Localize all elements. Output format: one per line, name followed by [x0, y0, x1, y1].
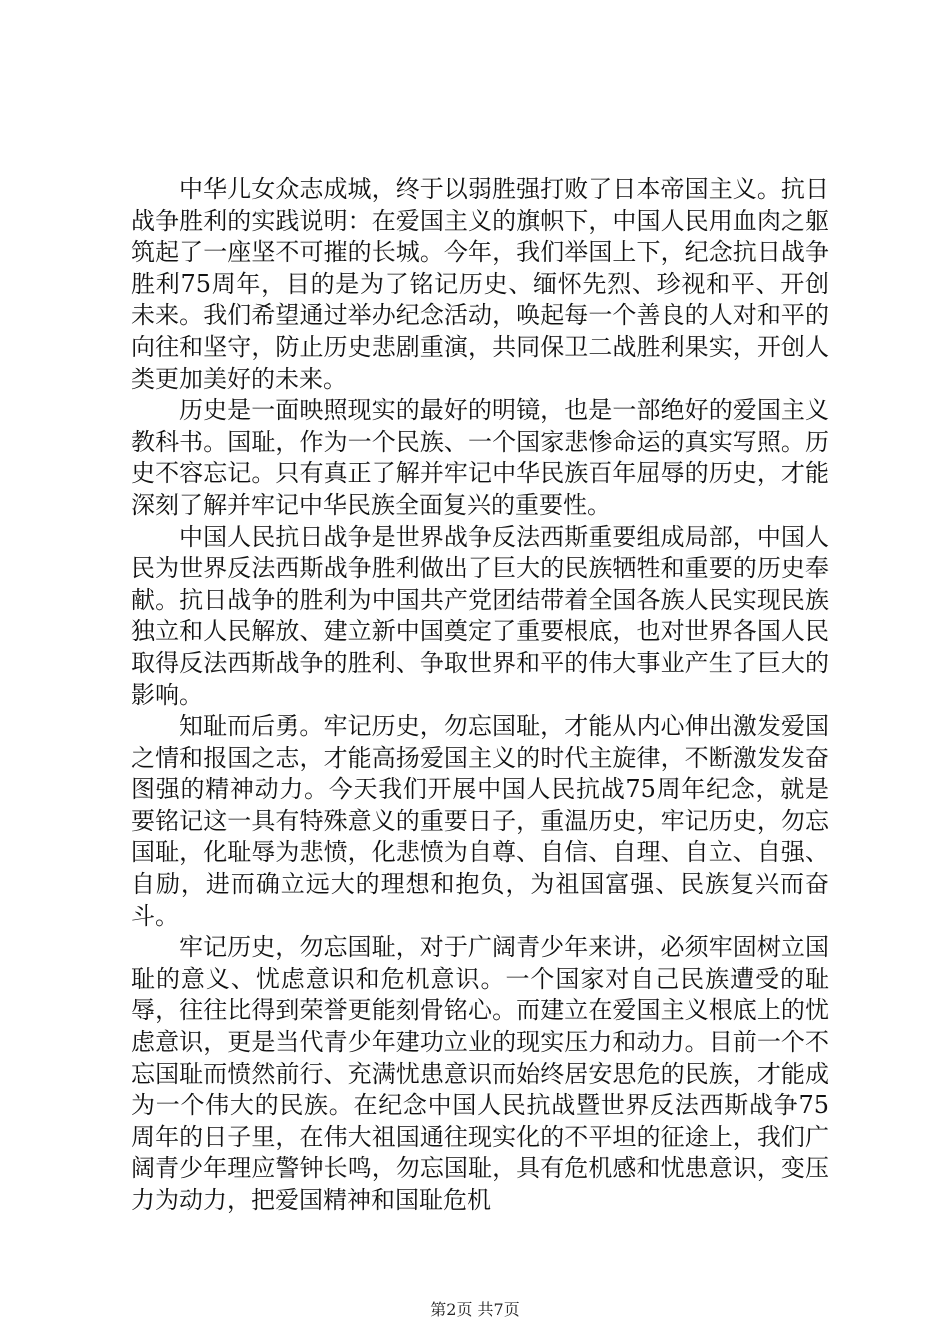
paragraph-5: 牢记历史，勿忘国耻，对于广阔青少年来讲，必须牢固树立国耻的意义、忧虑意识和危机意识。一个国家对自己民族遭受的耻辱，往往比得到荣誉更能刻骨铭心。而建立在爱国主义根底上的忧虑意识，更是当代青少年建功立业的现实压力和动力。目前一个不忘国耻而愤然前行、充满忧患意识而始终居安思危的民族，才能成为一个伟大的民族。在纪念中国人民抗战暨世界反法西斯战争75周年的日子里，在伟大祖国通往现实化的不平坦的征途上，我们广阔青少年理应警钟长鸣，勿忘国耻，具有危机感和忧患意识，变压力为动力，把爱国精神和国耻危机 [131, 933, 829, 1214]
paragraph-1: 中华儿女众志成城，终于以弱胜强打败了日本帝国主义。抗日战争胜利的实践说明：在爱国主义的旗帜下，中国人民用血肉之躯筑起了一座坚不可摧的长城。今年，我们举国上下，纪念抗日战争胜利75周年，目的是为了铭记历史、缅怀先烈、珍视和平、开创未来。我们希望通过举办纪念活动，唤起每一个善良的人对和平的向往和坚守，防止历史悲剧重演，共同保卫二战胜利果实，开创人类更加美好的未来。 [131, 175, 829, 393]
paragraph-4: 知耻而后勇。牢记历史，勿忘国耻，才能从内心伸出激发爱国之情和报国之志，才能高扬爱国主义的时代主旋律，不断激发发奋图强的精神动力。今天我们开展中国人民抗战75周年纪念，就是要铭记这一具有特殊意义的重要日子，重温历史，牢记历史，勿忘国耻，化耻辱为悲愤，化悲愤为自尊、自信、自理、自立、自强、自励，进而确立远大的理想和抱负，为祖国富强、民族复兴而奋斗。 [131, 712, 829, 930]
page-number-footer: 第2页 共7页 [430, 1300, 520, 1319]
paragraph-3: 中国人民抗日战争是世界战争反法西斯重要组成局部，中国人民为世界反法西斯战争胜利做出了巨大的民族牺牲和重要的历史奉献。抗日战争的胜利为中国共产党团结带着全国各族人民实现民族独立和人民解放、建立新中国奠定了重要根底，也对世界各国人民取得反法西斯战争的胜利、争取世界和平的伟大事业产生了巨大的影响。 [131, 522, 829, 709]
paragraph-2: 历史是一面映照现实的最好的明镜，也是一部绝好的爱国主义教科书。国耻，作为一个民族、一个国家悲惨命运的真实写照。历史不容忘记。只有真正了解并牢记中华民族百年屈辱的历史，才能深刻了解并牢记中华民族全面复兴的重要性。 [131, 396, 829, 519]
document-body [131, 174, 829, 1217]
